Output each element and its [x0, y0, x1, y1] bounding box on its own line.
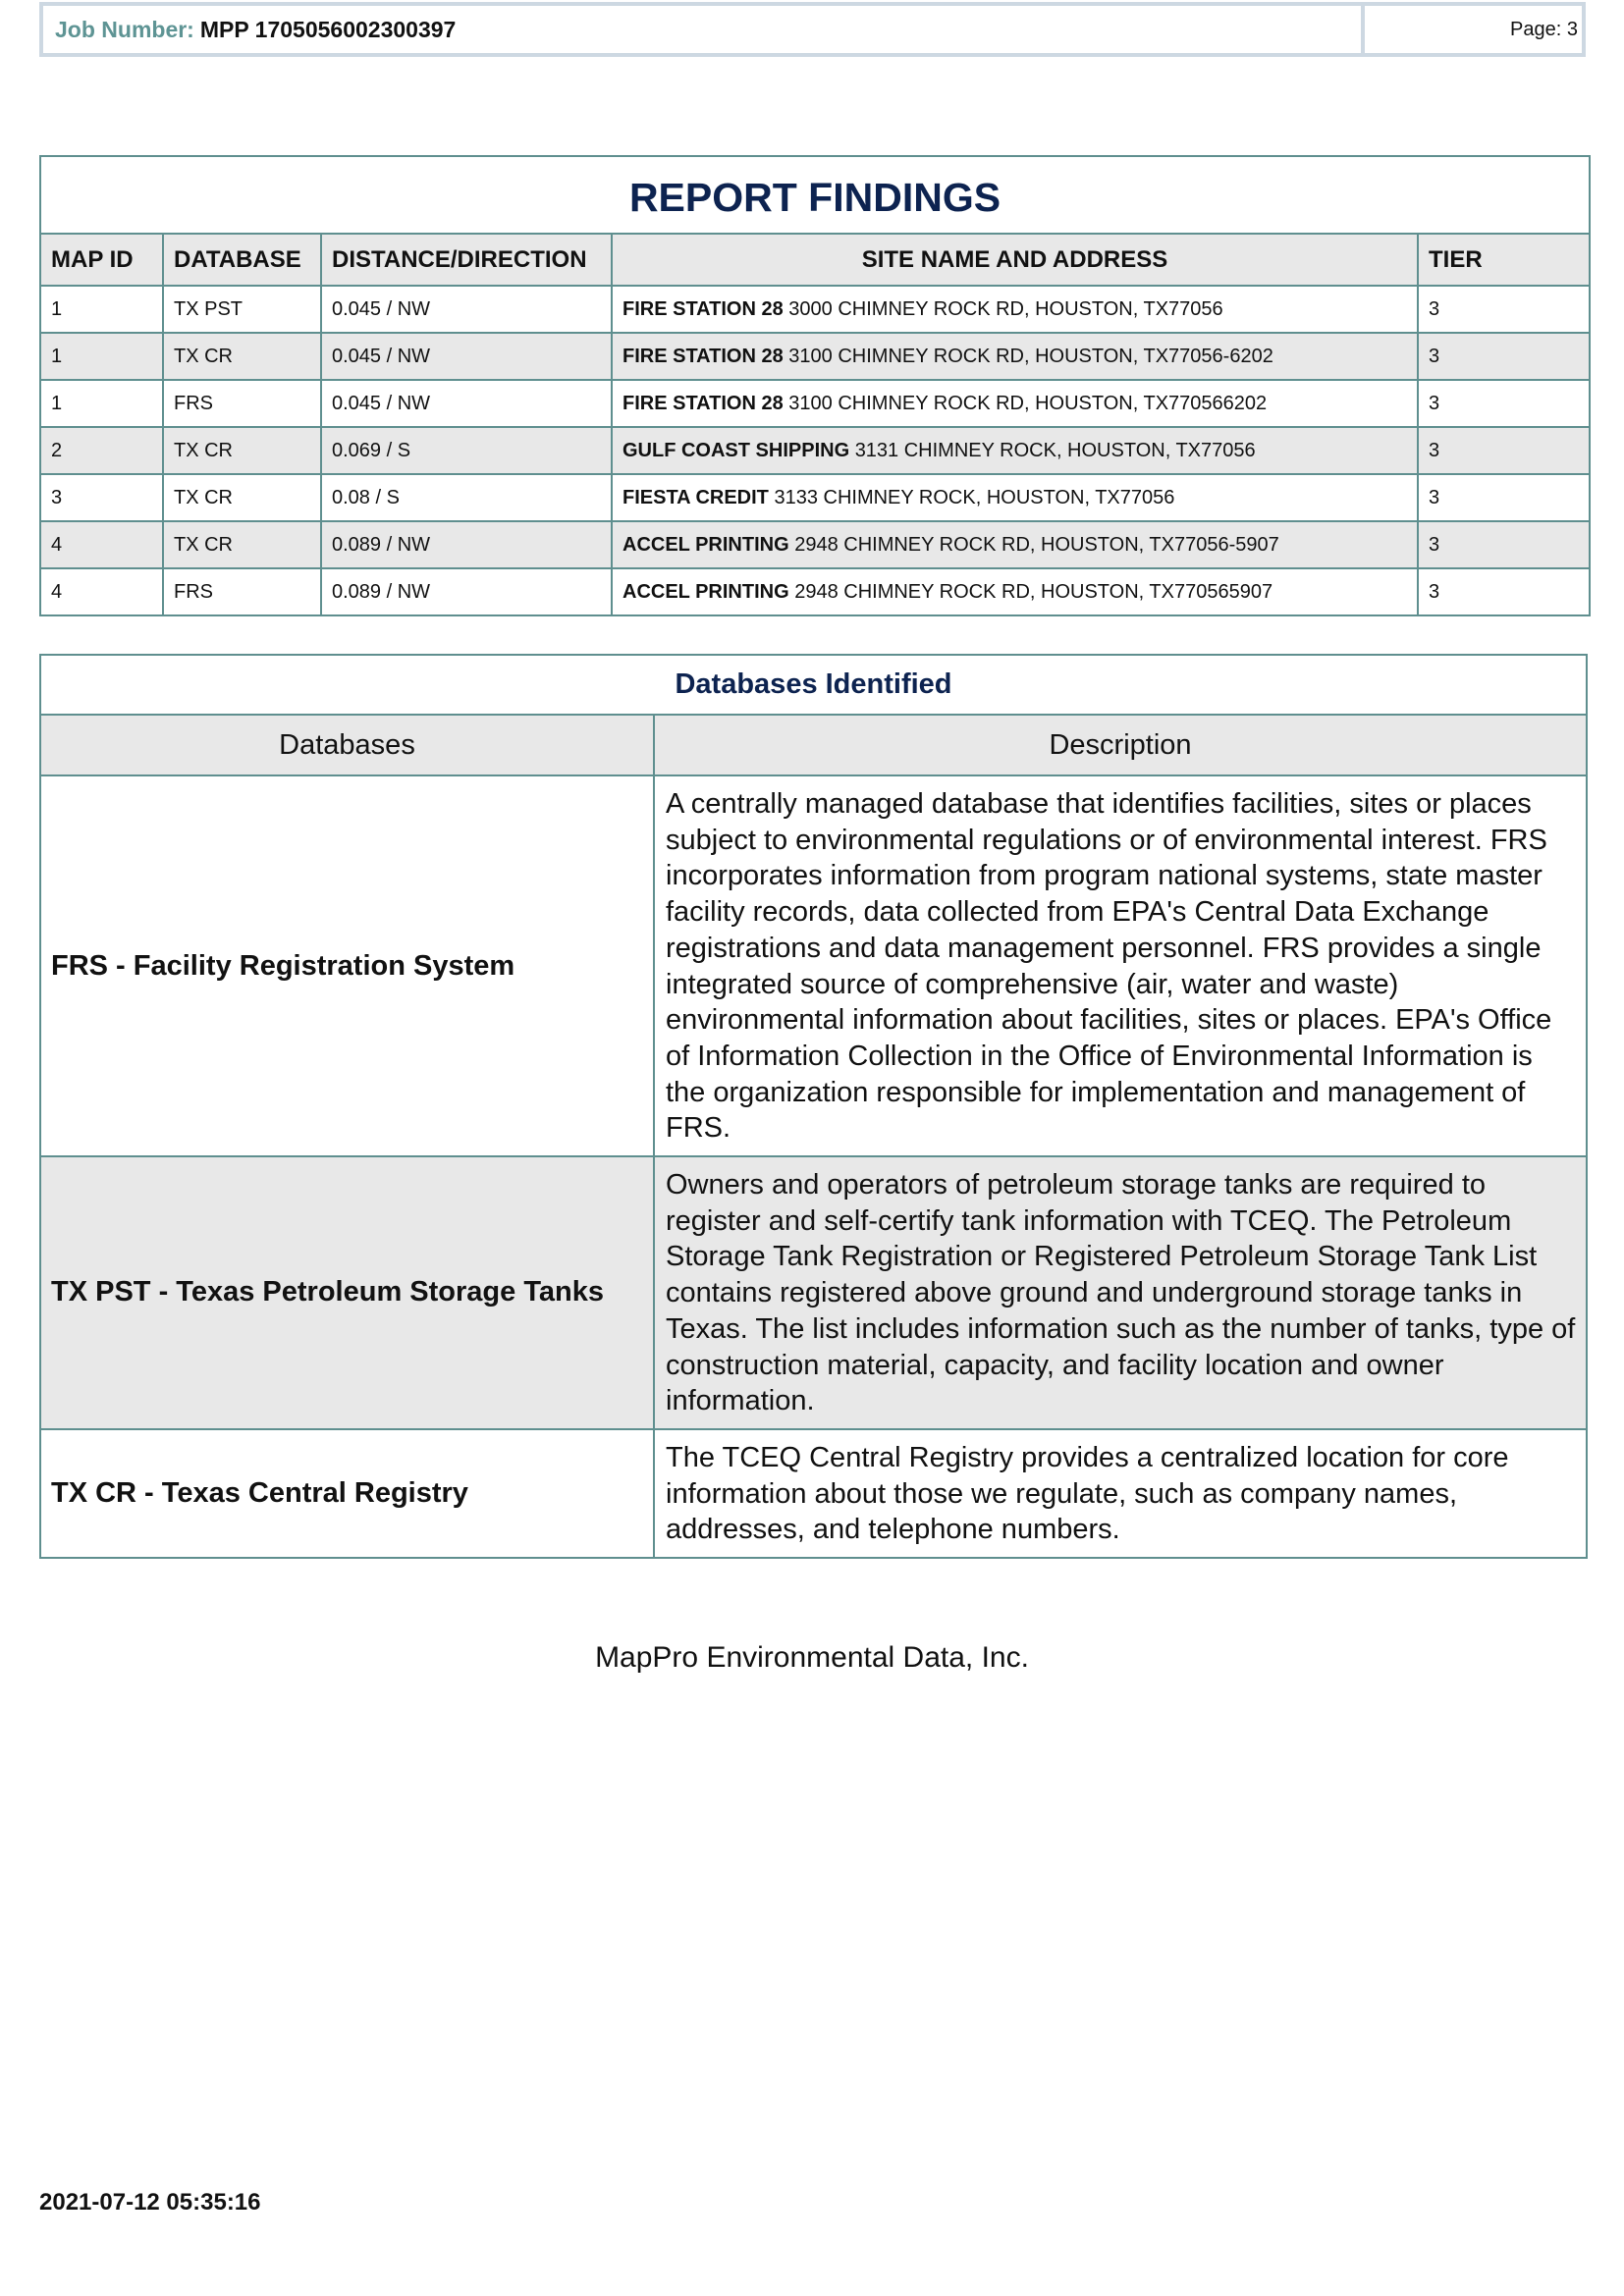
distance: 0.045 / NW — [321, 333, 612, 380]
database-name: TX CR - Texas Central Registry — [40, 1429, 654, 1558]
job-number-label: Job Number: — [55, 16, 194, 42]
database: TX CR — [163, 521, 321, 568]
database-row-tx-cr — [40, 1429, 1587, 1558]
tier: 3 — [1418, 380, 1590, 427]
table-row — [40, 568, 1590, 615]
site — [612, 286, 1418, 333]
databases-header-row — [40, 715, 1587, 775]
site — [612, 521, 1418, 568]
distance: 0.089 / NW — [321, 568, 612, 615]
table-row — [40, 474, 1590, 521]
site-name: FIRE STATION 28 — [623, 345, 784, 367]
tier: 3 — [1418, 427, 1590, 474]
database-description: A centrally managed database that identifies facilities, sites or places subject to environmental regulations or of environmental interest. FRS incorporates information from program national systems, state master facility records, data collected from EPA's Central Data Exchange registrations and data management personnel. FRS provides a single integrated source of comprehensive (air, water and waste) environmental information about facilities, sites or places. EPA's Office of Information Collection in the Office of Environmental Information is the organization responsible for implementation and management of FRS. — [654, 775, 1587, 1156]
database-description: Owners and operators of petroleum storage tanks are required to register and self-certify tank information with TCEQ. The Petroleum Storage Tank Registration or Registered Petroleum Storage Tank List contains registered above ground and underground storage tanks in Texas. The list includes information such as the number of tanks, type of construction material, capacity, and facility location and owner information. — [654, 1156, 1587, 1429]
table-row — [40, 333, 1590, 380]
tier: 3 — [1418, 568, 1590, 615]
col-header-description: Description — [654, 715, 1587, 775]
database-name: FRS - Facility Registration System — [40, 775, 654, 1156]
map-id: 3 — [40, 474, 163, 521]
col-header-map-id: MAP ID — [40, 234, 163, 286]
col-header-database: DATABASE — [163, 234, 321, 286]
table-row — [40, 286, 1590, 333]
map-id: 1 — [40, 333, 163, 380]
company-footer: MapPro Environmental Data, Inc. — [595, 1641, 1029, 1674]
database: TX CR — [163, 474, 321, 521]
site-address: 3133 CHIMNEY ROCK, HOUSTON, TX77056 — [774, 486, 1175, 508]
report-findings-title: REPORT FINDINGS — [40, 156, 1590, 234]
site-address: 2948 CHIMNEY ROCK RD, HOUSTON, TX770565907 — [794, 580, 1273, 603]
table-row — [40, 380, 1590, 427]
distance: 0.045 / NW — [321, 380, 612, 427]
database-row-frs — [40, 775, 1587, 1156]
map-id: 4 — [40, 521, 163, 568]
map-id: 1 — [40, 380, 163, 427]
tier: 3 — [1418, 333, 1590, 380]
page-number: Page: 3 — [1510, 18, 1578, 40]
tier: 3 — [1418, 474, 1590, 521]
distance: 0.045 / NW — [321, 286, 612, 333]
table-row — [40, 427, 1590, 474]
site — [612, 568, 1418, 615]
site-name: GULF COAST SHIPPING — [623, 439, 850, 461]
site — [612, 427, 1418, 474]
report-timestamp: 2021-07-12 05:35:16 — [39, 2189, 261, 2216]
distance: 0.089 / NW — [321, 521, 612, 568]
job-number-cell — [43, 6, 1365, 53]
col-header-databases: Databases — [40, 715, 654, 775]
col-header-site: SITE NAME AND ADDRESS — [612, 234, 1418, 286]
col-header-tier: TIER — [1418, 234, 1590, 286]
table-row — [40, 521, 1590, 568]
site-address: 2948 CHIMNEY ROCK RD, HOUSTON, TX77056-5907 — [794, 533, 1279, 556]
tier: 3 — [1418, 521, 1590, 568]
database: TX CR — [163, 427, 321, 474]
site — [612, 333, 1418, 380]
databases-identified-table — [39, 654, 1588, 1559]
report-findings-table — [39, 155, 1591, 616]
site-name: FIRE STATION 28 — [623, 297, 784, 320]
site — [612, 474, 1418, 521]
map-id: 4 — [40, 568, 163, 615]
databases-identified-title: Databases Identified — [40, 655, 1587, 715]
job-number-value: MPP 1705056002300397 — [199, 16, 457, 42]
distance: 0.069 / S — [321, 427, 612, 474]
site-name: FIESTA CREDIT — [623, 486, 769, 508]
database-name: TX PST - Texas Petroleum Storage Tanks — [40, 1156, 654, 1429]
site-name: ACCEL PRINTING — [623, 580, 789, 603]
database-description: The TCEQ Central Registry provides a centralized location for core information about those we regulate, such as company names, addresses, and telephone numbers. — [654, 1429, 1587, 1558]
tier: 3 — [1418, 286, 1590, 333]
site-address: 3100 CHIMNEY ROCK RD, HOUSTON, TX77056-6202 — [788, 345, 1273, 367]
map-id: 2 — [40, 427, 163, 474]
database: TX PST — [163, 286, 321, 333]
page-header — [39, 2, 1586, 57]
database: FRS — [163, 568, 321, 615]
database-row-tx-pst — [40, 1156, 1587, 1429]
site-address: 3131 CHIMNEY ROCK, HOUSTON, TX77056 — [854, 439, 1256, 461]
database: FRS — [163, 380, 321, 427]
distance: 0.08 / S — [321, 474, 612, 521]
site-name: ACCEL PRINTING — [623, 533, 789, 556]
site-address: 3000 CHIMNEY ROCK RD, HOUSTON, TX77056 — [788, 297, 1223, 320]
database: TX CR — [163, 333, 321, 380]
col-header-distance: DISTANCE/DIRECTION — [321, 234, 612, 286]
map-id: 1 — [40, 286, 163, 333]
site — [612, 380, 1418, 427]
site-address: 3100 CHIMNEY ROCK RD, HOUSTON, TX770566202 — [788, 392, 1268, 414]
site-name: FIRE STATION 28 — [623, 392, 784, 414]
findings-header-row — [40, 234, 1590, 286]
